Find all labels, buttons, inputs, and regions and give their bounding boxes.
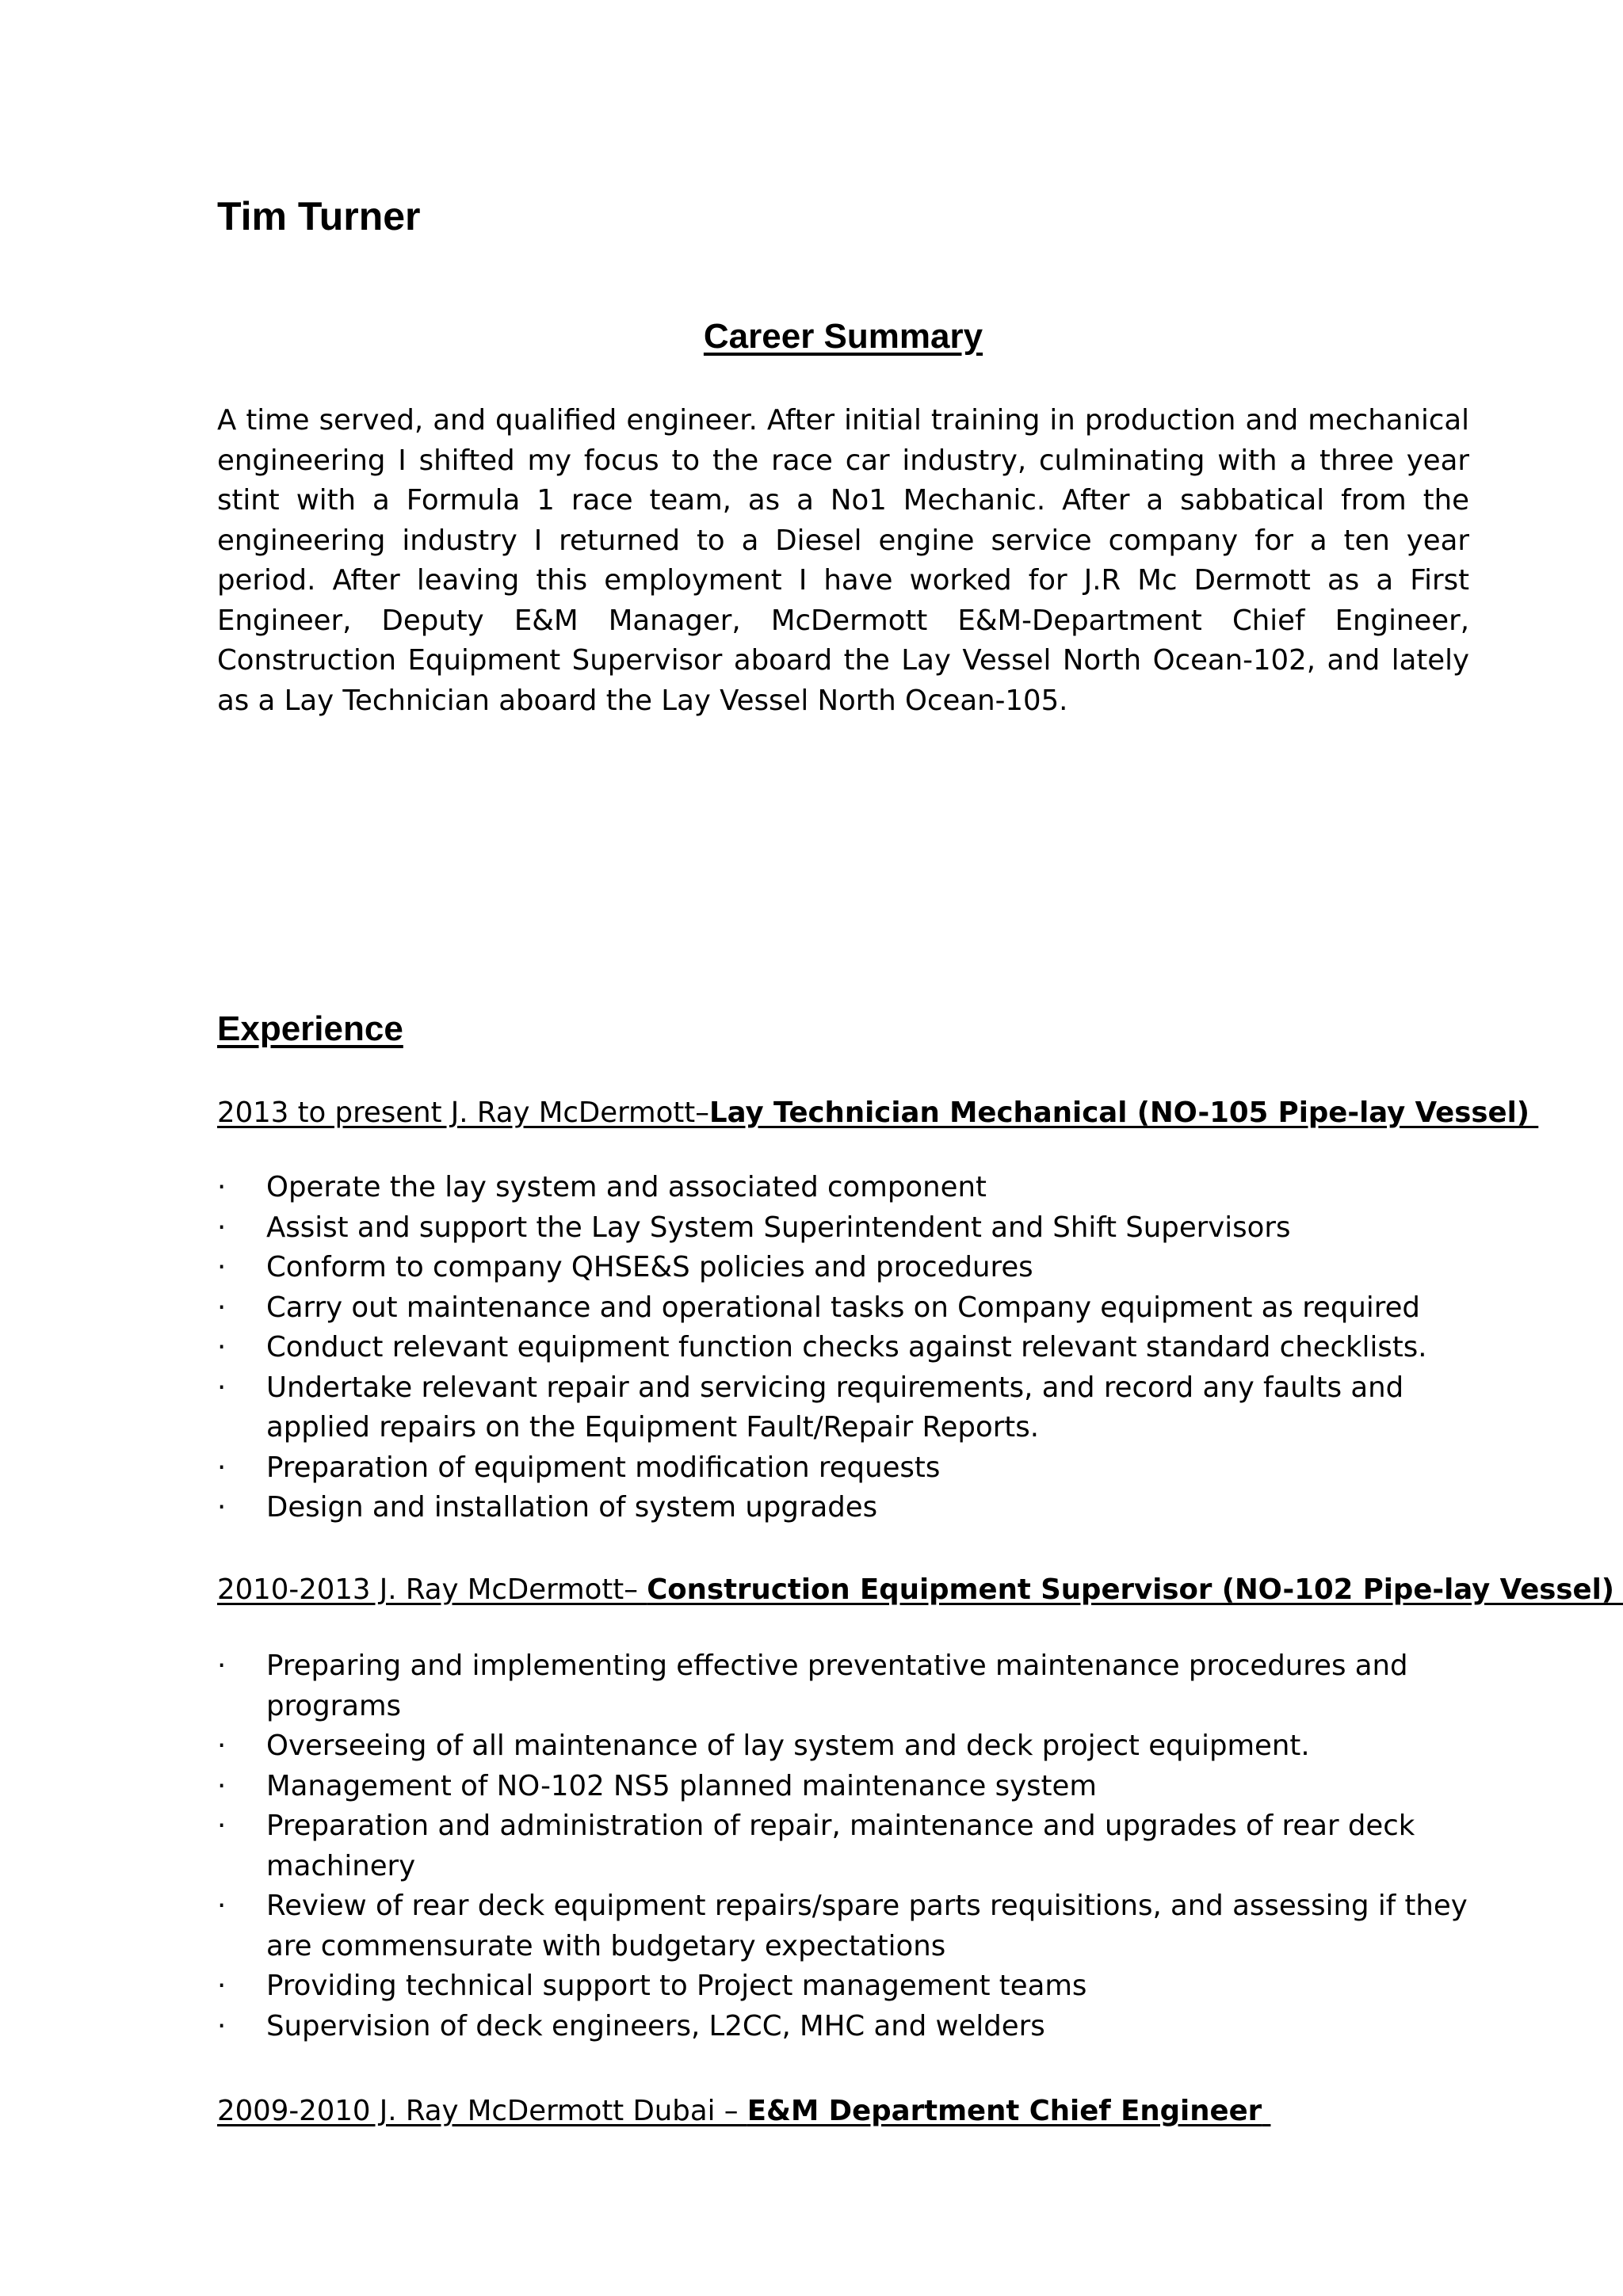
career-summary-text: A time served, and qualified engineer. After initial training in production and mechanical engineering I shifted my focus to the race car industry, culminating with a three year stint with a Formula 1 race team, as a No1 Mechanic. After a sabbatical from the engineering industry I returned to a Diesel engine service company for a ten year period. After leaving this employment I have worked for J.R Mc Dermott as a First Engineer, Deputy E&M Manager, McDermott E&M-Department Chief Engineer, Construction Equipment Supervisor aboard the Lay Vessel North Ocean-102, and lately as a Lay Technician aboard the Lay Vessel North Ocean-105.: [217, 404, 1469, 717]
job-title-2: [217, 1570, 1623, 1610]
job-role: Construction Equipment Supervisor (NO-102 Pipe-lay Vessel): [647, 1573, 1614, 1606]
job-role: E&M Department Chief Engineer: [747, 2095, 1262, 2127]
duty-text: Undertake relevant repair and servicing requirements, and record any faults and applied repairs on the Equipment Fault/Repair Reports.: [266, 1371, 1404, 1444]
job-role: Lay Technician Mechanical (NO-105 Pipe-lay Vessel): [708, 1097, 1529, 1129]
duty-text: Conform to company QHSE&S policies and procedures: [266, 1251, 1033, 1283]
bullet-icon: ·: [217, 1970, 227, 2002]
duty-text: Overseeing of all maintenance of lay system and deck project equipment.: [266, 1730, 1310, 1762]
bullet-icon: ·: [217, 1650, 227, 1682]
duty-item: [217, 2007, 1469, 2047]
duty-item: [217, 1767, 1469, 1807]
career-summary-heading: Career Summary: [703, 317, 983, 356]
duty-item: [217, 1448, 1469, 1489]
bullet-icon: ·: [217, 1171, 227, 1203]
duty-text: Operate the lay system and associated component: [266, 1171, 987, 1203]
bullet-icon: ·: [217, 1451, 227, 1484]
bullet-icon: ·: [217, 1769, 227, 1802]
duty-text: Preparation and administration of repair, maintenance and upgrades of rear deck machinery: [266, 1810, 1415, 1882]
job-1-duties: [217, 1168, 1469, 1528]
duty-text: Carry out maintenance and operational tasks on Company equipment as required: [266, 1291, 1420, 1324]
job-title-3: [217, 2092, 1270, 2131]
bullet-icon: ·: [217, 1291, 227, 1324]
duty-text: Management of NO-102 NS5 planned maintenance system: [266, 1769, 1097, 1802]
duty-text: Preparation of equipment modification requests: [266, 1451, 941, 1484]
job-title-1: [217, 1093, 1538, 1133]
duty-item: [217, 1646, 1469, 1726]
bullet-icon: ·: [217, 1371, 227, 1404]
duty-item: [217, 1806, 1469, 1886]
duty-text: Providing technical support to Project management teams: [266, 1970, 1087, 2002]
duty-item: [217, 1726, 1469, 1767]
duty-text: Supervision of deck engineers, L2CC, MHC and welders: [266, 2009, 1045, 2042]
duty-item: [217, 1966, 1469, 2007]
duty-item: [217, 1208, 1469, 1249]
duty-text: Preparing and implementing effective preventative maintenance procedures and programs: [266, 1650, 1408, 1722]
duty-item: [217, 1288, 1469, 1329]
duty-item: [217, 1886, 1469, 1966]
bullet-icon: ·: [217, 1730, 227, 1762]
bullet-icon: ·: [217, 1211, 227, 1244]
job-2-duties: [217, 1646, 1469, 2046]
duty-item: [217, 1328, 1469, 1368]
duty-text: Review of rear deck equipment repairs/spare parts requisitions, and assessing if they are commensurate with budgetary expectations: [266, 1890, 1468, 1962]
job-period-company: 2013 to present J. Ray McDermott–: [217, 1097, 709, 1129]
duty-item: [217, 1248, 1469, 1288]
job-period-company: 2009-2010 J. Ray McDermott Dubai –: [217, 2095, 747, 2127]
job-period-company: 2010-2013 J. Ray McDermott–: [217, 1573, 647, 1606]
bullet-icon: ·: [217, 1251, 227, 1283]
experience-heading: Experience: [217, 1009, 403, 1048]
bullet-icon: ·: [217, 1890, 227, 1922]
candidate-name: Tim Turner: [217, 194, 421, 238]
duty-text: Conduct relevant equipment function checks against relevant standard checklists.: [266, 1331, 1427, 1363]
duty-item: [217, 1368, 1469, 1448]
duty-item: [217, 1488, 1469, 1528]
duty-text: Assist and support the Lay System Superintendent and Shift Supervisors: [266, 1211, 1291, 1244]
duty-text: Design and installation of system upgrades: [266, 1491, 878, 1524]
bullet-icon: ·: [217, 1331, 227, 1363]
bullet-icon: ·: [217, 1491, 227, 1524]
duty-item: [217, 1168, 1469, 1208]
bullet-icon: ·: [217, 1810, 227, 1842]
bullet-icon: ·: [217, 2009, 227, 2042]
